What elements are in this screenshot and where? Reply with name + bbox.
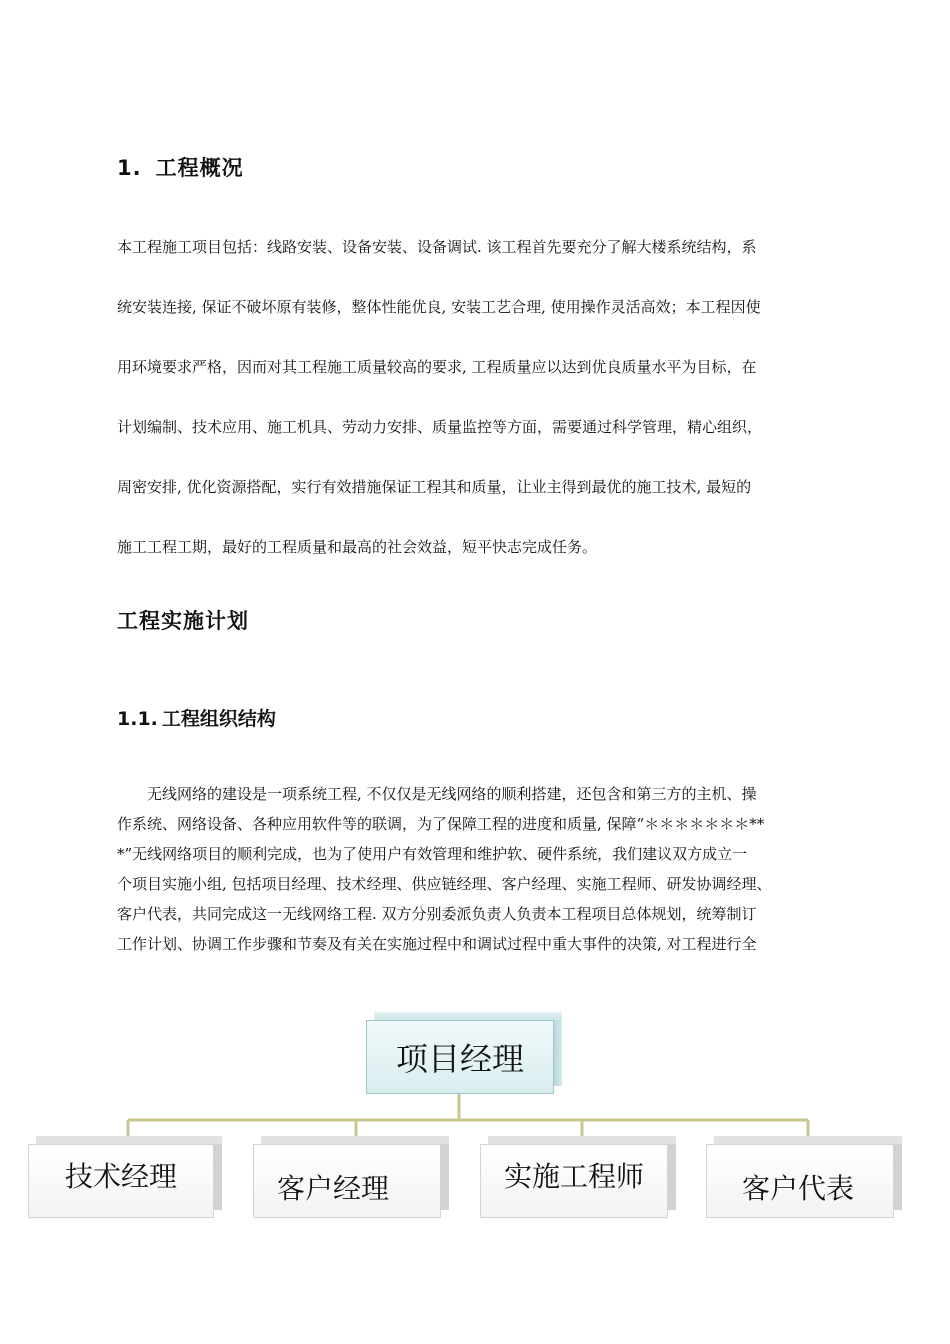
organization-paragraph [117,783,837,963]
org-node-label: 项目经理 [395,1040,524,1078]
subsection-heading [117,704,276,731]
section-title: 工程概况 [155,156,244,180]
subsection-title: 工程组织结构 [161,708,276,730]
paragraph-line: 作系统、网络设备、各种应用软件等的联调，为了保障工程的进度和质量, 保障“＊＊＊＊＊＊＊** [117,815,765,833]
overview-paragraph [117,235,837,595]
paragraph-line: 工作计划、协调工作步骤和节奏及有关在实施过程中和调试过程中重大事件的决策, 对工程进行全 [117,935,757,953]
paragraph-line: 统安装连接, 保证不破坏原有装修，整体性能优良, 安装工艺合理, 使用操作灵活高效；本工程因使 [117,298,761,316]
subsection-number: 1.1. [117,708,158,730]
org-node-label: 客户经理 [276,1172,389,1205]
org-node-engineer [480,1136,676,1218]
org-node-customer-manager [253,1136,449,1218]
paragraph-line: 计划编制、技术应用、施工机具、劳动力安排、质量监控等方面，需要通过科学管理，精心组织， [117,418,763,436]
org-node-label: 客户代表 [741,1172,854,1205]
org-node-tech-manager [28,1136,222,1218]
paragraph-line: *”无线网络项目的顺利完成，也为了使用户有效管理和维护软、硬件系统，我们建议双方成立一 [117,845,748,863]
paragraph-line: 无线网络的建设是一项系统工程, 不仅仅是无线网络的顺利搭建，还包含和第三方的主机、操 [117,785,757,803]
section-heading-1 [117,152,244,182]
paragraph-line: 施工工程工期，最好的工程质量和最高的社会效益，短平快志完成任务。 [117,538,598,556]
org-node-label: 实施工程师 [503,1160,644,1193]
section-heading-2: 工程实施计划 [117,609,249,633]
paragraph-line: 周密安排, 优化资源搭配，实行有效措施保证工程其和质量，让业主得到最优的施工技术, 最短的 [117,478,752,496]
org-node-label: 技术经理 [64,1160,177,1193]
paragraph-line: 客户代表，共同完成这一无线网络工程. 双方分别委派负责人负责本工程项目总体规划，统筹制订 [117,905,757,923]
org-node-customer-rep [706,1136,902,1218]
org-node-root [366,1012,562,1094]
section-number: 1. [117,156,142,180]
paragraph-line: 用环境要求严格，因而对其工程施工质量较高的要求, 工程质量应以达到优良质量水平为目标，在 [117,358,757,376]
paragraph-line: 个项目实施小组, 包括项目经理、技术经理、供应链经理、客户经理、实施工程师、研发协调经理、 [117,875,772,893]
paragraph-line: 本工程施工项目包括：线路安装、设备安装、设备调试. 该工程首先要充分了解大楼系统结构，系 [117,238,757,256]
